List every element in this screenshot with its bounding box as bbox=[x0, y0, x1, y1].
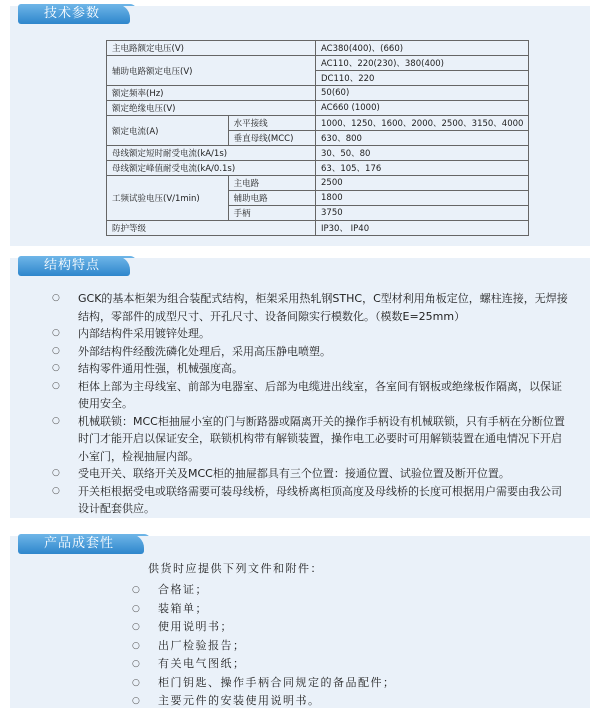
spec-value: 1800 bbox=[316, 191, 529, 206]
list-item: ○ 结构零件通用性强，机械强度高。 bbox=[52, 360, 572, 378]
table-row bbox=[107, 146, 529, 161]
list-item: ○ 外部结构件经酸洗磷化处理后，采用高压静电喷塑。 bbox=[52, 343, 572, 361]
spec-label: 额定电流(A) bbox=[107, 116, 229, 146]
list-item: ○ 主要元件的安装使用说明书。 bbox=[132, 692, 396, 711]
table-row bbox=[107, 161, 529, 176]
package-intro: 供货时应提供下列文件和附件： bbox=[148, 562, 323, 575]
list-item: ○ 有关电气图纸； bbox=[132, 655, 396, 674]
list-item: ○ 柜体上部为主母线室、前部为电器室、后部为电缆进出线室，各室间有钢板或绝缘板作隔离，以保证使用安全。 bbox=[52, 378, 572, 413]
spec-value: 30、50、80 bbox=[316, 146, 529, 161]
spec-value: 1000、1250、1600、2000、2500、3150、4000 bbox=[316, 116, 529, 131]
table-row bbox=[107, 221, 529, 236]
structure-panel bbox=[10, 258, 590, 518]
spec-label: 母线额定峰值耐受电流(kA/0.1s) bbox=[107, 161, 316, 176]
spec-table bbox=[106, 40, 529, 236]
table-row bbox=[107, 116, 529, 131]
package-title: 产品成套性 bbox=[18, 534, 144, 554]
list-item: ○ 合格证； bbox=[132, 581, 396, 600]
package-panel bbox=[10, 536, 590, 708]
spec-label: 工频试验电压(V/1min) bbox=[107, 176, 229, 221]
spec-sublabel: 主电路 bbox=[228, 176, 315, 191]
list-item: ○ 内部结构件采用镀锌处理。 bbox=[52, 325, 572, 343]
spec-value: AC660 (1000) bbox=[316, 101, 529, 116]
spec-sublabel: 垂直母线(MCC) bbox=[228, 131, 315, 146]
tech-params-panel bbox=[10, 6, 590, 246]
list-item: ○ 机械联锁：MCC柜抽屉小室的门与断路器或隔离开关的操作手柄设有机械联锁，只有手柄在分断位置时门才能开启以保证安全，联锁机构带有解锁装置，操作电工必要时可用解锁装置在通电情况下开启小室门，检视抽屉内部。 bbox=[52, 413, 572, 466]
list-item: ○ 柜门钥匙、操作手柄合同规定的备品配件； bbox=[132, 674, 396, 693]
spec-value: 2500 bbox=[316, 176, 529, 191]
structure-list bbox=[52, 290, 572, 518]
spec-label: 母线额定短时耐受电流(kA/1s) bbox=[107, 146, 316, 161]
spec-sublabel: 辅助电路 bbox=[228, 191, 315, 206]
spec-label: 额定绝缘电压(V) bbox=[107, 101, 316, 116]
spec-value: 630、800 bbox=[316, 131, 529, 146]
table-row bbox=[107, 86, 529, 101]
spec-value: IP30、 IP40 bbox=[316, 221, 529, 236]
spec-label: 额定频率(Hz) bbox=[107, 86, 316, 101]
spec-value: 50(60) bbox=[316, 86, 529, 101]
structure-title: 结构特点 bbox=[18, 256, 130, 276]
spec-value: AC380(400)、(660) bbox=[316, 41, 529, 56]
spec-value: DC110、220 bbox=[316, 71, 529, 86]
list-item: ○ 装箱单； bbox=[132, 600, 396, 619]
package-list bbox=[132, 581, 396, 711]
table-row bbox=[107, 56, 529, 71]
table-row bbox=[107, 41, 529, 56]
spec-value: AC110、220(230)、380(400) bbox=[316, 56, 529, 71]
spec-sublabel: 手柄 bbox=[228, 206, 315, 221]
list-item: ○ GCK的基本柜架为组合装配式结构，柜架采用热轧钢STHC，C型材利用角板定位，螺柱连接，无焊接结构，零部件的成型尺寸、开孔尺寸、设备间隙实行模数化。（模数E=25mm） bbox=[52, 290, 572, 325]
table-row bbox=[107, 176, 529, 191]
spec-label: 防护等级 bbox=[107, 221, 316, 236]
list-item: ○ 出厂检验报告； bbox=[132, 637, 396, 656]
spec-value: 3750 bbox=[316, 206, 529, 221]
spec-value: 63、105、176 bbox=[316, 161, 529, 176]
tech-params-title: 技术参数 bbox=[18, 4, 130, 24]
list-item: ○ 开关柜根据受电或联络需要可装母线桥，母线桥离柜顶高度及母线桥的长度可根据用户需要由我公司设计配套供应。 bbox=[52, 483, 572, 518]
list-item: ○ 使用说明书； bbox=[132, 618, 396, 637]
table-row bbox=[107, 101, 529, 116]
spec-sublabel: 水平接线 bbox=[228, 116, 315, 131]
list-item: ○ 受电开关、联络开关及MCC柜的抽屉都具有三个位置：接通位置、试验位置及断开位置。 bbox=[52, 465, 572, 483]
spec-label: 主电路额定电压(V) bbox=[107, 41, 316, 56]
spec-label: 辅助电路额定电压(V) bbox=[107, 56, 316, 86]
